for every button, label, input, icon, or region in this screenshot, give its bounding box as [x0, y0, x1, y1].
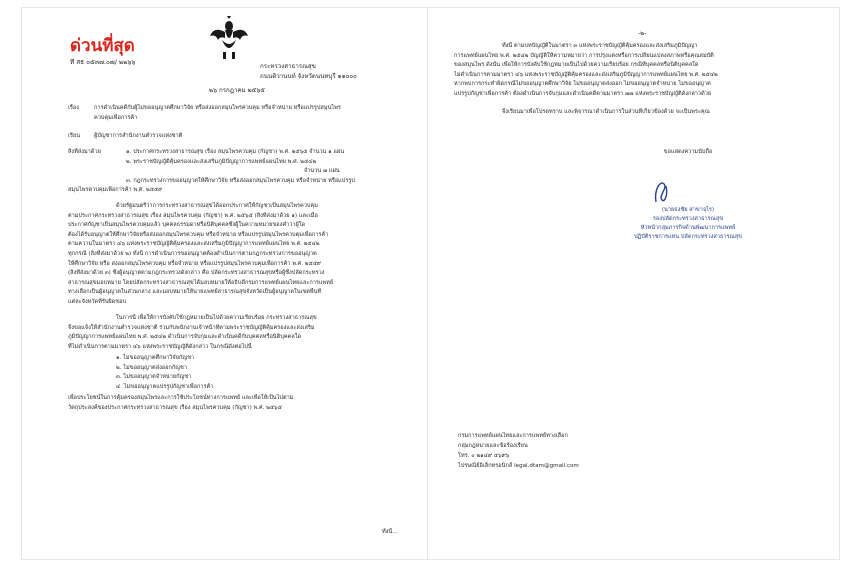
letter-page-1: [22, 8, 433, 559]
paragraph-3: [68, 394, 419, 413]
contact-block: [458, 431, 579, 471]
garuda-emblem-icon: [208, 16, 250, 60]
office-department: กรมการแพทย์แผนไทยและการแพทย์ทางเลือก: [458, 433, 568, 439]
signer-name: (นายธงชัย สาขาจุไร): [661, 207, 715, 213]
paragraph-1-line: ทุกกรณี (สิ่งที่ส่งมาด้วย ๒) ทั้งนี้ การดำเนินการขออนุญาตต้องดำเนินการตามกฎกระทรวงการขออนุญาต: [68, 250, 317, 257]
list-item: ๑. ไม่ขออนุญาตศึกษาวิจัยกัญชา: [116, 355, 195, 361]
continue-mark: ทั้งนี้...: [382, 529, 398, 535]
paragraph-1-line: ต้องได้รับอนุญาตให้ศึกษาวิจัยหรือส่งออกสมุนไพรควบคุม หรือจำหน่าย หรือแปรรูปสมุนไพรควบคุมเพื่อการค้า: [68, 231, 329, 238]
email-label: ไปรษณีย์อิเล็กทรอนิกส์: [458, 463, 513, 469]
recipient-text: ผู้บัญชาการสำนักงานตำรวจแห่งชาติ: [94, 133, 183, 139]
enclosure-item-2-count: จำนวน ๗ แผ่น: [304, 168, 340, 175]
paragraph-1-line: ตามความในมาตรา ๔๖ แห่งพระราชบัญญัติคุ้มครองและส่งเสริมภูมิปัญญาการแพทย์แผนไทย พ.ศ. ๒๕๔๒: [68, 241, 320, 248]
paragraph-1-line: แต่ละจังหวัดที่รับผิดชอบ: [68, 298, 126, 305]
subject-label: เรื่อง: [68, 105, 80, 111]
subject-line-1: การดำเนินคดีกับผู้ไม่ขออนุญาตศึกษาวิจัย หรือส่งออกสมุนไพรควบคุม หรือจำหน่าย หรือแปรรูปสมุนไพร: [94, 105, 341, 111]
paragraph-2: [68, 314, 419, 352]
recipient-block: [68, 132, 419, 142]
page2-paragraph-2-line: จึงเรียนมาเพื่อโปรดทราบ และพิจารณาดำเนินการในส่วนที่เกี่ยวข้องด้วย จะเป็นพระคุณ: [502, 109, 710, 115]
subject-line-2: ควบคุมเพื่อการค้า: [94, 114, 138, 121]
list-item: ๒. ไม่ขออนุญาตส่งออกกัญชา: [116, 364, 187, 371]
page2-paragraph-1-line: ทั้งนี้ ตามบทบัญญัติในมาตรา ๓ แห่งพระราชบัญญัติคุ้มครองและส่งเสริมภูมิปัญญา: [502, 43, 698, 49]
sender-organization: กระทรวงสาธารณสุข: [260, 63, 316, 70]
paragraph-1-line: ตามประกาศกระทรวงสาธารณสุข เรื่อง สมุนไพรควบคุม (กัญชา) พ.ศ. ๒๕๖๕ (สิ่งที่ส่งมาด้วย ๑) และเมื่อ: [68, 212, 318, 219]
page2-paragraph-2: [454, 108, 825, 118]
letter-date: ๒๖ กรกฎาคม ๒๕๖๕: [209, 87, 265, 94]
enclosure-item-2: ๒. พระราชบัญญัติคุ้มครองและส่งเสริมภูมิปัญญาการแพทย์แผนไทย พ.ศ. ๒๕๔๒: [126, 158, 317, 165]
page2-paragraph-1-line: การแพทย์แผนไทย พ.ศ. ๒๕๔๒ บัญญัติให้ความหมายว่า การปรุงแต่งหรือการเปลี่ยนแปลงสภาพหรือคุณสมบัติ: [454, 52, 714, 59]
recipient-label: เรียน: [68, 133, 81, 139]
subject-block: [68, 104, 419, 123]
office-phone: โทร. ๐ ๒๑๔๙ ๕๖๙๖: [458, 453, 510, 459]
office-group: กลุ่มกฎหมายและข้อร้องเรียน: [458, 443, 528, 449]
paragraph-1-line: ประกาศกัญชาเป็นสมุนไพรควบคุมแล้ว บุคคลธรรมดาหรือนิติบุคคลซึ่งผู้ในความหมายของคำว่าผู้ใด: [68, 222, 306, 229]
document-number: ที่ สธ ๐๕๓๗.๐๗/ ๒๒๖๖: [70, 58, 136, 66]
sender-address: ถนนติวานนท์ จังหวัดนนทบุรี ๑๑๐๐๐: [260, 73, 357, 80]
paragraph-1-line: ทางเลือกเป็นผู้อนุญาตในส่วนกลาง และมอบหมายให้นายแพทย์สาธารณสุขจังหวัดเป็นผู้อนุญาตในเขตพื้นที่: [68, 289, 322, 296]
letter-page-2: [428, 8, 839, 559]
page2-paragraph-1-line: ของสมุนไพร ดังนั้น เพื่อให้การบังคับใช้กฎหมายเป็นไปด้วยความเรียบร้อย กรณีที่บุคคลหรือนิติบุคคลใด: [454, 62, 699, 69]
paragraph-1-line: ให้ศึกษาวิจัย หรือ ส่งออกสมุนไพรควบคุม หรือจำหน่าย หรือแปรรูปสมุนไพรควบคุมเพื่อการค้า พ.ศ. ๒๕๕๙: [68, 260, 322, 267]
paragraph-1-line: ด้วยรัฐมนตรีว่าการกระทรวงสาธารณสุขได้ออกประกาศให้กัญชาเป็นสมุนไพรควบคุม: [116, 203, 318, 209]
paragraph-1-line: (สิ่งที่ส่งมาด้วย ๓) ซึ่งผู้อนุญาตตามกฎกระทรวงดังกล่าว คือ ปลัดกระทรวงสาธารณสุขหรือผู้ซึ่งปลัดกระทรวง: [68, 270, 325, 277]
paragraph-3-line: วัตถุประสงค์ของประกาศกระทรวงสาธารณสุข เรื่อง สมุนไพรควบคุม (กัญชา) พ.ศ. ๒๕๖๕: [68, 404, 282, 411]
page2-paragraph-1: [454, 42, 825, 100]
paragraph-1: [68, 202, 419, 308]
sender-block: [260, 62, 357, 82]
paragraph-2-line: จึงขอแจ้งให้สำนักงานตำรวจแห่งชาติ ร่วมกับพนักงานเจ้าหน้าที่ตามพระราชบัญญัติคุ้มครองและส่งเสริม: [68, 324, 315, 331]
email-link[interactable]: legal.dtam@gmail.com: [514, 463, 579, 469]
signer-title-2: หัวหน้ากลุ่มภารกิจด้านพัฒนาการแพทย์: [640, 225, 736, 231]
signer-title-1: รองปลัดกระทรวงสาธารณสุข: [652, 216, 724, 222]
page2-paragraph-1-line: หากพบการกระทำผิดกรณีไม่ขออนุญาตศึกษาวิจัย ไม่ขออนุญาตส่งออก ไม่ขออนุญาตจำหน่าย ไม่ขออนุญาต: [454, 81, 711, 88]
enclosure-block: [68, 148, 419, 196]
enclosure-item-1: ๑. ประกาศกระทรวงสาธารณสุข เรื่อง สมุนไพรควบคุม (กัญชา) พ.ศ. ๒๕๖๕ จำนวน ๑ แผ่น: [126, 149, 345, 155]
paragraph-1-line: สาธารณสุขมอบหมาย โดยปลัดกระทรวงสาธารณสุขได้มอบหมายให้อธิบดีกรมการแพทย์แผนไทยและการแพทย์: [68, 279, 334, 286]
handwritten-signature-icon: [650, 176, 674, 206]
paragraph-2-line: ที่ไม่ดำเนินการตามมาตรา ๔๖ แห่งพระราชบัญญัติดังกล่าว ในกรณีดังต่อไปนี้: [68, 343, 252, 350]
enclosure-item-3-cont: สมุนไพรควบคุมเพื่อการค้า พ.ศ. ๒๕๕๙: [68, 187, 163, 194]
paragraph-2-line: ในการนี้ เพื่อให้การบังคับใช้กฎหมายเป็นไปด้วยความเรียบร้อย กระทรวงสาธารณสุข: [116, 315, 317, 321]
page2-paragraph-1-line: ไม่ดำเนินการตามมาตรา ๔๖ แห่งพระราชบัญญัติคุ้มครองและส่งเสริมภูมิปัญญาการแพทย์แผนไทย พ.ศ. ๒๕๔๒: [454, 71, 718, 78]
closing-salutation: ขอแสดงความนับถือ: [663, 149, 713, 155]
list-item: ๔. ไม่ขออนุญาตแปรรูปกัญชาเพื่อการค้า: [116, 383, 214, 390]
page-number: -๒-: [638, 30, 647, 37]
list-item: ๓. ไม่ขออนุญาตจำหน่ายกัญชา: [116, 374, 192, 381]
signer-title-3: ปฏิบัติราชการแทน ปลัดกระทรวงสาธารณสุข: [634, 234, 742, 240]
enclosure-item-3: ๓. กฎกระทรวงการขออนุญาตให้ศึกษาวิจัย หรือส่งออกสมุนไพรควบคุม หรือจำหน่าย หรือแปรรูป: [126, 177, 355, 184]
enclosure-label: สิ่งที่ส่งมาด้วย: [68, 149, 101, 155]
paragraph-2-line: ภูมิปัญญาการแพทย์แผนไทย พ.ศ. ๒๕๔๒ ดำเนินการจับกุมและดำเนินคดีกับบุคคลหรือนิติบุคคลใด: [68, 334, 302, 341]
paragraph-3-line: เพื่อประโยชน์ในการคุ้มครองสมุนไพรและการใช้ประโยชน์ทางการแพทย์ และเพื่อให้เป็นไปตาม: [68, 395, 294, 401]
urgent-label: ด่วนที่สุด: [70, 36, 135, 56]
offense-list: [68, 354, 419, 392]
page2-paragraph-1-line: แปรรูปกัญชาเพื่อการค้า ต้องดำเนินการจับกุมและดำเนินคดีตามมาตรา ๗๗ แห่งพระราชบัญญัติดังกล่าวด้วย: [454, 90, 712, 97]
